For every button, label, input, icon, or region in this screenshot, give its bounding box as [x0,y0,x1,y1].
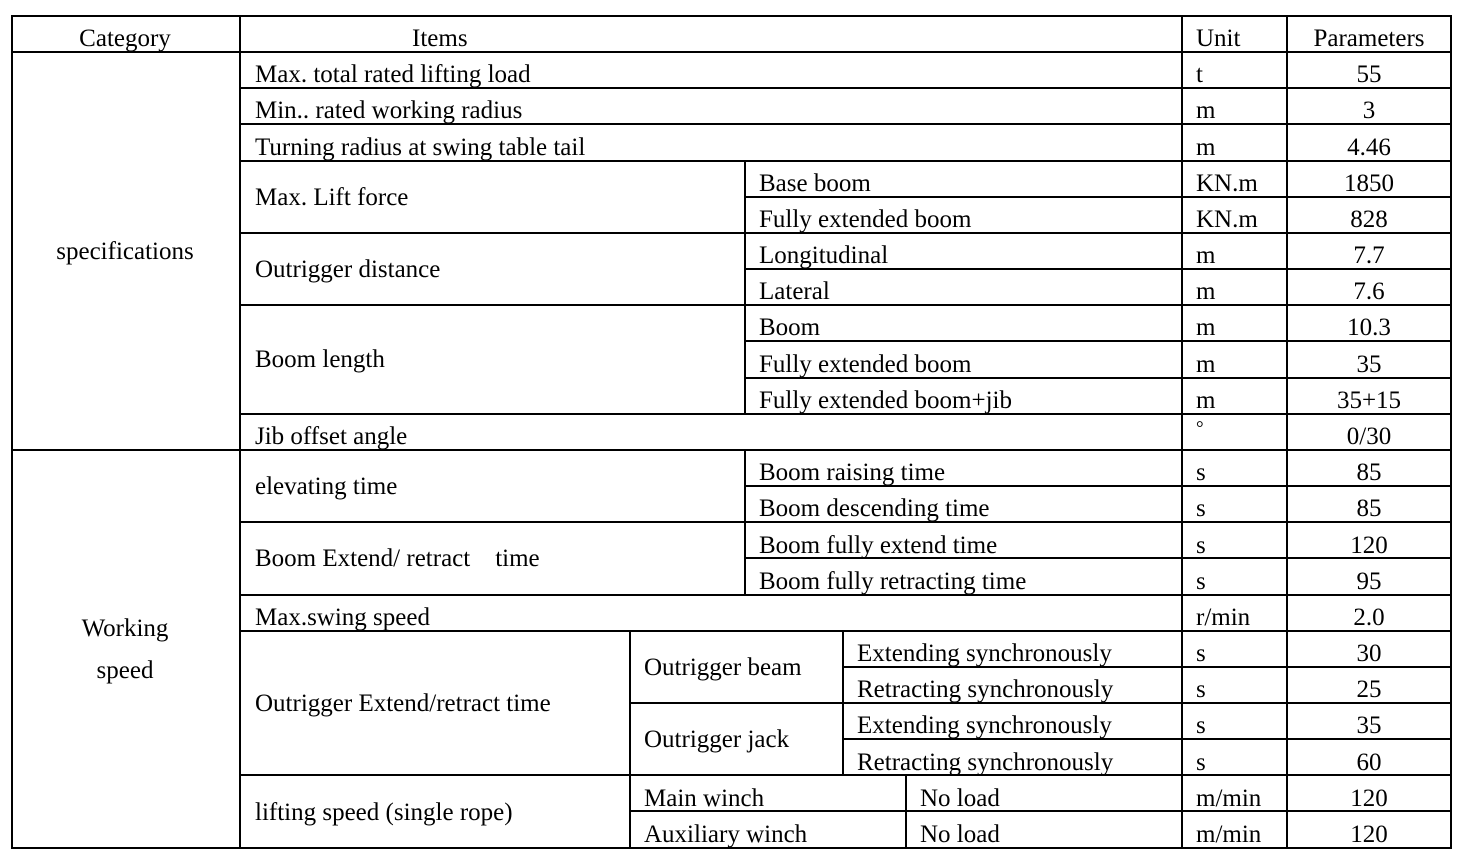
sub-item-label: Boom [759,314,821,341]
value-cell: 55 [1356,61,1382,88]
sub-group-label: Outrigger beam [644,654,802,681]
item-label: lifting speed (single rope) [255,799,513,826]
row-divider [239,774,1452,776]
value-cell: 120 [1350,532,1388,559]
unit-cell: m/min [1196,821,1262,848]
column-divider [239,15,241,849]
sub-item-label: Longitudinal [759,242,889,269]
column-divider [629,630,631,849]
unit-cell: KN.m [1196,170,1258,197]
unit-cell: m [1196,278,1216,305]
value-cell: 1850 [1344,170,1394,197]
sub-item-label: Extending synchronously [857,712,1112,739]
category-working-speed: speed [96,657,154,684]
unit-cell: m/min [1196,785,1262,812]
table-border [1450,15,1452,849]
item-label: elevating time [255,473,398,500]
sub-item-label: Fully extended boom+jib [759,387,1012,414]
header-parameters: Parameters [1313,25,1425,52]
item-label: Turning radius at swing table tail [255,134,586,161]
sub-item-label: Retracting synchronously [857,676,1114,703]
unit-cell: r/min [1196,604,1251,631]
sub-group-label: Main winch [644,785,765,812]
item-label: Jib offset angle [255,423,408,450]
item-label: Outrigger Extend/retract time [255,690,551,717]
unit-cell: t [1196,61,1203,88]
table-border [11,15,13,849]
sub-item-label: Boom raising time [759,459,946,486]
sub-item-label: Fully extended boom [759,351,972,378]
sub-item-label: Fully extended boom [759,206,972,233]
sub-item-label: Lateral [759,278,830,305]
header-items: Items [412,25,468,52]
item-label: Max. total rated lifting load [255,61,531,88]
column-divider [744,449,746,594]
item-label: Max. Lift force [255,184,409,211]
unit-cell: m [1196,351,1216,378]
sub-group-label: Auxiliary winch [644,821,808,848]
row-divider [239,304,1452,306]
value-cell: 7.6 [1353,278,1385,305]
sub-item-label: No load [920,785,1000,812]
unit-cell: s [1196,712,1206,739]
column-divider [1181,15,1183,849]
sub-group-label: Outrigger jack [644,726,790,753]
category-specifications: specifications [56,238,194,265]
unit-cell: s [1196,568,1206,595]
unit-cell: s [1196,459,1206,486]
table-border [11,15,1452,17]
unit-cell: m [1196,242,1216,269]
column-divider [842,630,844,774]
value-cell: 60 [1356,749,1382,776]
unit-cell: KN.m [1196,206,1258,233]
value-cell: 120 [1350,785,1388,812]
value-cell: 95 [1356,568,1382,595]
category-working-speed: Working [81,615,169,642]
unit-cell: m [1196,387,1216,414]
item-label: Boom length [255,346,385,373]
sub-item-label: Extending synchronously [857,640,1112,667]
row-divider [11,449,1452,451]
unit-cell: s [1196,532,1206,559]
unit-cell: s [1196,640,1206,667]
value-cell: 35 [1356,712,1382,739]
item-label: Max.swing speed [255,604,430,631]
value-cell: 4.46 [1347,134,1391,161]
sub-item-label: Base boom [759,170,871,197]
column-divider [905,774,907,849]
unit-cell: s [1196,676,1206,703]
sub-item-label: Boom fully extend time [759,532,998,559]
header-unit: Unit [1196,25,1241,52]
value-cell: 25 [1356,676,1382,703]
value-cell: 828 [1350,206,1388,233]
item-label: Boom Extend/ retract time [255,545,540,572]
sub-item-label: Boom fully retracting time [759,568,1027,595]
unit-cell: ° [1196,418,1204,439]
unit-cell: m [1196,97,1216,124]
unit-cell: m [1196,134,1216,161]
item-label: Outrigger distance [255,256,441,283]
unit-cell: s [1196,495,1206,522]
value-cell: 10.3 [1347,314,1391,341]
value-cell: 30 [1356,640,1382,667]
value-cell: 120 [1350,821,1388,848]
sub-item-label: No load [920,821,1000,848]
value-cell: 7.7 [1353,242,1385,269]
unit-cell: s [1196,749,1206,776]
value-cell: 3 [1362,97,1376,124]
sub-item-label: Retracting synchronously [857,749,1114,776]
value-cell: 0/30 [1346,423,1392,450]
value-cell: 85 [1356,495,1382,522]
value-cell: 35+15 [1336,387,1402,414]
header-category: Category [79,25,171,52]
sub-item-label: Boom descending time [759,495,990,522]
value-cell: 85 [1356,459,1382,486]
value-cell: 35 [1356,351,1382,378]
unit-cell: m [1196,314,1216,341]
column-divider [744,160,746,413]
item-label: Min.. rated working radius [255,97,523,124]
value-cell: 2.0 [1353,604,1385,631]
